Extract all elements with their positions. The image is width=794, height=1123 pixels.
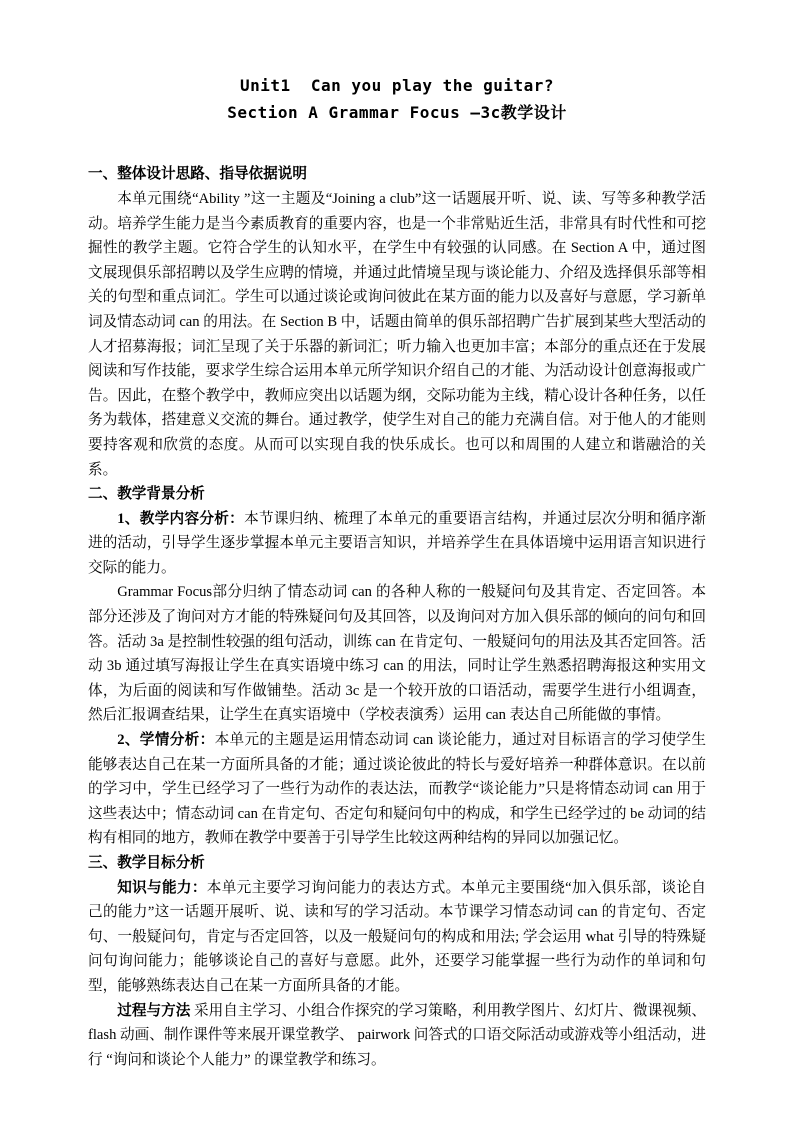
paragraph-knowledge-ability-lead: 知识与能力：	[117, 879, 207, 896]
paragraph-content-analysis-text: 本节课归纳、梳理了本单元的重要语言结构，并通过层次分明和循序渐进的活动，引导学生逐步掌握本单元主要语言知识，并培养学生在具体语境中运用语言知识进行交际的能力。	[88, 510, 706, 576]
paragraph-process-method-text: 采用自主学习、小组合作探究的学习策略，利用教学图片、幻灯片、微课视频、flash 动画、制作课件等来展开课堂教学、 pairwork 问答式的口语交际活动或游戏等小组活动，进行 “询问和谈论个人能力” 的课堂教学和练习。	[88, 1002, 706, 1068]
paragraph-knowledge-ability-text: 本单元主要学习询问能力的表达方式。本单元主要围绕“加入俱乐部，谈论自己的能力”这一话题开展听、说、读和写的学习活动。本节课学习情态动词 can 的肯定句、否定句、一般疑问句，肯定与否定回答，以及一般疑问句的构成和用法; 学会运用 what 引导的特殊疑问句询问能力；能够谈论自己的喜好与意愿。此外，还要学习能掌握一些行为动作的单词和句型，能够熟练表达自己在某一方面所具备的才能。	[88, 879, 706, 994]
section-heading-overall-design: 一、整体设计思路、指导依据说明	[88, 166, 307, 183]
section-heading-teaching-goals: 三、教学目标分析	[88, 855, 205, 871]
paragraph-learner-analysis	[88, 728, 706, 851]
paragraph-overall-design-text: 本单元围绕“Ability ”这一主题及“Joining a club”这一话题展开听、说、读、写等多种教学活动。培养学生能力是当今素质教育的重要内容，也是一个非常贴近生活，非常具有时代性和可挖掘性的教学主题。它符合学生的认知水平，在学生中有较强的认同感。在 Section A 中，通过图文展现俱乐部招聘以及学生应聘的情境，并通过此情境呈现与谈论能力、介绍及选择俱乐部等相关的句型和重点词汇。学生可以通过谈论或询问彼此在某方面的能力以及喜好与意愿，学习新单词及情态动词 can 的用法。在 Section B 中，话题由简单的俱乐部招聘广告扩展到某些大型活动的人才招募海报；词汇呈现了关于乐器的新词汇；听力输入也更加丰富；本部分的重点还在于发展阅读和写作技能，要求学生综合运用本单元所学知识介绍自己的才能、为活动设计创意海报或广告。因此，在整个教学中，教师应突出以话题为纲，交际功能为主线，精心设计各种任务，以任务为载体，搭建意义交流的舞台。通过教学，使学生对自己的能力充满自信。对于他人的才能则要持客观和欣赏的态度。从而可以实现自我的快乐成长。也可以和周围的人建立和谐融洽的关系。	[88, 190, 706, 478]
document-title-line2: Section A Grammar Focus —3c教学设计	[227, 103, 567, 123]
section-heading-background-analysis: 二、教学背景分析	[88, 486, 205, 503]
document-title	[88, 72, 706, 126]
paragraph-content-analysis	[88, 507, 706, 581]
document-title-line1: Unit1 Can you play the guitar?	[239, 76, 555, 95]
paragraph-process-method	[88, 999, 706, 1073]
paragraph-learner-analysis-lead: 2、学情分析：	[117, 732, 215, 749]
paragraph-content-analysis-lead: 1、教学内容分析：	[117, 510, 245, 527]
paragraph-grammar-focus-text: Grammar Focus部分归纳了情态动词 can 的各种人称的一般疑问句及其肯定、否定回答。本部分还涉及了询问对方才能的特殊疑问句及其回答，以及询问对方加入俱乐部的倾向的问句和回答。活动 3a 是控制性较强的组句活动，训练 can 在肯定句、一般疑问句的用法及其否定回答。活动 3b 通过填写海报让学生在真实语境中练习 can 的用法，同时让学生熟悉招聘海报这种实用文体，为后面的阅读和写作做铺垫。活动 3c 是一个较开放的口语活动，需要学生进行小组调查，然后汇报调查结果，让学生在真实语境中（学校表演秀）运用 can 表达自己所能做的事情。	[88, 584, 706, 724]
paragraph-process-method-lead: 过程与方法	[117, 1002, 195, 1019]
paragraph-grammar-focus	[88, 580, 706, 728]
paragraph-overall-design	[88, 187, 706, 482]
paragraph-knowledge-ability	[88, 876, 706, 999]
paragraph-learner-analysis-text: 本单元的主题是运用情态动词 can 谈论能力，通过对目标语言的学习使学生能够表达自己在某一方面所具备的才能；通过谈论彼此的特长与爱好培养一种群体意识。在以前的学习中，学生已经学习了一些行为动作的表达法，而教学“谈论能力”只是将情态动词 can 用于这些表达中；情态动词 can 在肯定句、否定句和疑问句中的构成，和学生已经学过的 be 动词的结构有相同的地方，教师在教学中要善于引导学生比较这两种结构的异同以加强记忆。	[88, 732, 706, 847]
